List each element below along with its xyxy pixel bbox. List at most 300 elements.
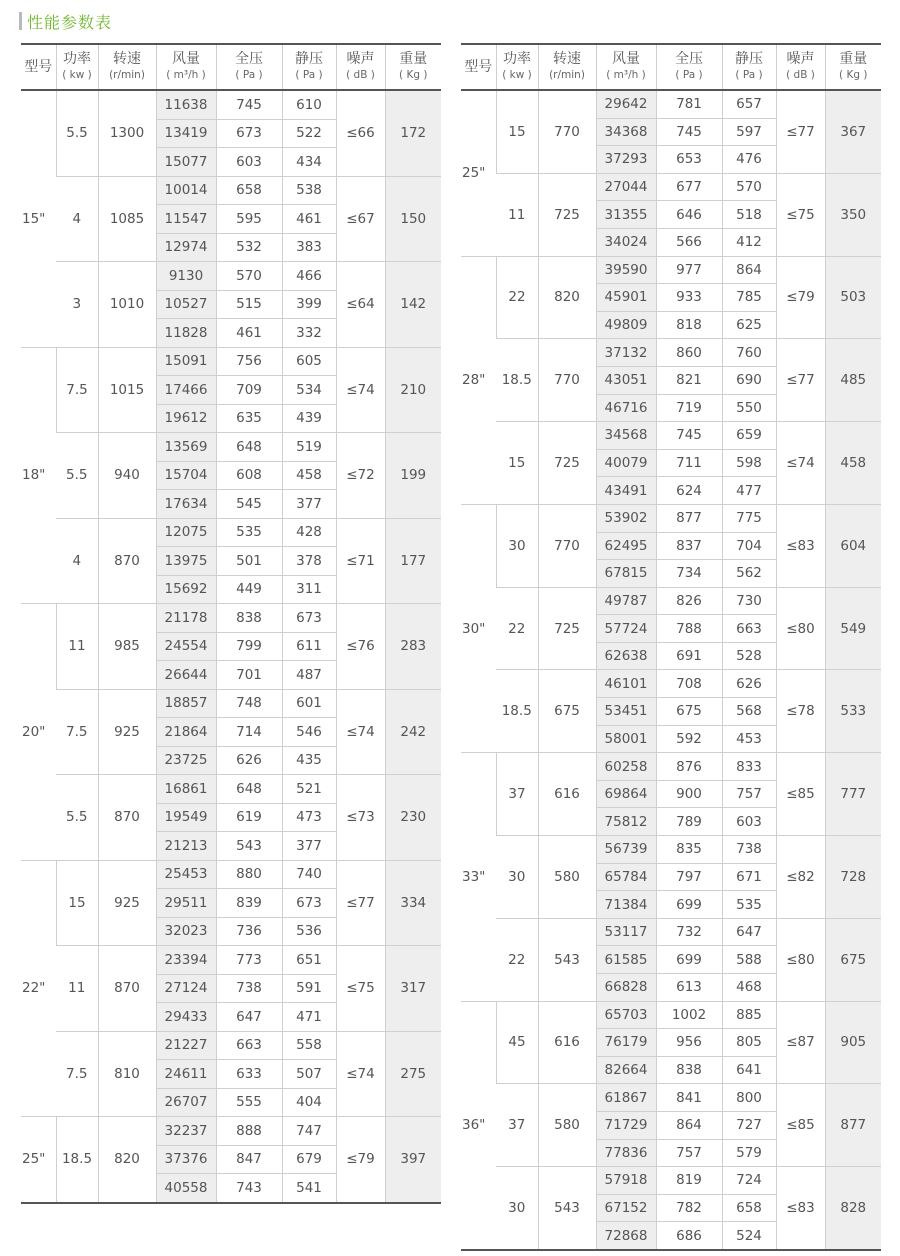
total-pressure-cell: 864 [656, 1111, 722, 1139]
total-pressure-cell: 789 [656, 808, 722, 836]
speed-cell: 940 [98, 433, 156, 519]
speed-cell: 925 [98, 689, 156, 775]
static-pressure-cell: 471 [282, 1003, 336, 1032]
header-speed: 转速 (r/min) [538, 44, 596, 90]
header-total-pressure: 全压 ( Pa ) [656, 44, 722, 90]
model-cell: 15" [21, 90, 56, 347]
airflow-cell: 40558 [156, 1174, 216, 1203]
speed-cell: 770 [538, 90, 596, 173]
total-pressure-cell: 613 [656, 974, 722, 1002]
static-pressure-cell: 562 [722, 560, 776, 588]
airflow-cell: 37132 [596, 339, 656, 367]
airflow-cell: 69864 [596, 780, 656, 808]
speed-cell: 820 [538, 256, 596, 339]
airflow-cell: 15091 [156, 347, 216, 376]
total-pressure-cell: 595 [216, 205, 282, 234]
noise-cell: ≤80 [776, 587, 825, 670]
static-pressure-cell: 641 [722, 1056, 776, 1084]
static-pressure-cell: 658 [722, 1194, 776, 1222]
noise-cell: ≤72 [336, 433, 385, 519]
airflow-cell: 13419 [156, 119, 216, 148]
total-pressure-cell: 788 [656, 615, 722, 643]
speed-cell: 1300 [98, 90, 156, 176]
weight-cell: 317 [385, 946, 441, 1032]
power-cell: 11 [56, 946, 98, 1032]
static-pressure-cell: 541 [282, 1174, 336, 1203]
speed-cell: 543 [538, 1167, 596, 1250]
noise-cell: ≤67 [336, 176, 385, 262]
airflow-cell: 21178 [156, 604, 216, 633]
total-pressure-cell: 748 [216, 689, 282, 718]
static-pressure-cell: 439 [282, 404, 336, 433]
total-pressure-cell: 624 [656, 477, 722, 505]
speed-cell: 675 [538, 670, 596, 753]
static-pressure-cell: 550 [722, 394, 776, 422]
speed-cell: 1010 [98, 262, 156, 348]
speed-cell: 616 [538, 1001, 596, 1084]
header-total-pressure: 全压 ( Pa ) [216, 44, 282, 90]
airflow-cell: 24611 [156, 1060, 216, 1089]
airflow-cell: 67815 [596, 560, 656, 588]
speed-cell: 1015 [98, 347, 156, 433]
airflow-cell: 76179 [596, 1029, 656, 1057]
power-cell: 18.5 [496, 670, 538, 753]
header-power: 功率 ( kw ) [496, 44, 538, 90]
header-airflow: 风量 ( m³/h ) [156, 44, 216, 90]
static-pressure-cell: 690 [722, 366, 776, 394]
total-pressure-cell: 532 [216, 233, 282, 262]
airflow-cell: 29511 [156, 889, 216, 918]
total-pressure-cell: 515 [216, 290, 282, 319]
airflow-cell: 82664 [596, 1056, 656, 1084]
total-pressure-cell: 837 [656, 532, 722, 560]
weight-cell: 458 [825, 422, 881, 505]
table-row [21, 1031, 441, 1060]
table-row [461, 422, 881, 450]
table-row [461, 1084, 881, 1112]
static-pressure-cell: 757 [722, 780, 776, 808]
static-pressure-cell: 673 [282, 889, 336, 918]
airflow-cell: 62495 [596, 532, 656, 560]
power-cell: 37 [496, 753, 538, 836]
static-pressure-cell: 663 [722, 615, 776, 643]
power-cell: 5.5 [56, 775, 98, 861]
model-cell: 33" [461, 753, 496, 1001]
airflow-cell: 19612 [156, 404, 216, 433]
static-pressure-cell: 647 [722, 918, 776, 946]
static-pressure-cell: 885 [722, 1001, 776, 1029]
airflow-cell: 11828 [156, 319, 216, 348]
airflow-cell: 37293 [596, 146, 656, 174]
noise-cell: ≤85 [776, 753, 825, 836]
airflow-cell: 15704 [156, 461, 216, 490]
total-pressure-cell: 860 [656, 339, 722, 367]
left-performance-table-wrapper [21, 43, 441, 1204]
table-row [461, 753, 881, 781]
airflow-cell: 10527 [156, 290, 216, 319]
airflow-cell: 43491 [596, 477, 656, 505]
airflow-cell: 57918 [596, 1167, 656, 1195]
airflow-cell: 65784 [596, 863, 656, 891]
static-pressure-cell: 724 [722, 1167, 776, 1195]
weight-cell: 549 [825, 587, 881, 670]
airflow-cell: 24554 [156, 632, 216, 661]
table-row [461, 504, 881, 532]
weight-cell: 199 [385, 433, 441, 519]
total-pressure-cell: 1002 [656, 1001, 722, 1029]
power-cell: 3 [56, 262, 98, 348]
noise-cell: ≤87 [776, 1001, 825, 1084]
airflow-cell: 43051 [596, 366, 656, 394]
speed-cell: 616 [538, 753, 596, 836]
total-pressure-cell: 619 [216, 803, 282, 832]
airflow-cell: 21213 [156, 832, 216, 861]
airflow-cell: 29433 [156, 1003, 216, 1032]
static-pressure-cell: 738 [722, 836, 776, 864]
total-pressure-cell: 839 [216, 889, 282, 918]
speed-cell: 725 [538, 422, 596, 505]
static-pressure-cell: 435 [282, 746, 336, 775]
static-pressure-cell: 740 [282, 860, 336, 889]
airflow-cell: 71384 [596, 891, 656, 919]
airflow-cell: 25453 [156, 860, 216, 889]
static-pressure-cell: 412 [722, 228, 776, 256]
airflow-cell: 62638 [596, 642, 656, 670]
total-pressure-cell: 773 [216, 946, 282, 975]
static-pressure-cell: 610 [282, 90, 336, 119]
static-pressure-cell: 399 [282, 290, 336, 319]
weight-cell: 142 [385, 262, 441, 348]
power-cell: 4 [56, 518, 98, 604]
total-pressure-cell: 781 [656, 90, 722, 118]
airflow-cell: 40079 [596, 449, 656, 477]
noise-cell: ≤78 [776, 670, 825, 753]
airflow-cell: 17634 [156, 490, 216, 519]
power-cell: 18.5 [496, 339, 538, 422]
airflow-cell: 34368 [596, 118, 656, 146]
table-row [21, 518, 441, 547]
static-pressure-cell: 487 [282, 661, 336, 690]
noise-cell: ≤80 [776, 918, 825, 1001]
table-row [21, 347, 441, 376]
noise-cell: ≤75 [336, 946, 385, 1032]
airflow-cell: 67152 [596, 1194, 656, 1222]
weight-cell: 728 [825, 836, 881, 919]
static-pressure-cell: 461 [282, 205, 336, 234]
header-noise: 噪声 ( dB ) [776, 44, 825, 90]
total-pressure-cell: 673 [216, 119, 282, 148]
total-pressure-cell: 877 [656, 504, 722, 532]
speed-cell: 925 [98, 860, 156, 946]
total-pressure-cell: 977 [656, 256, 722, 284]
header-airflow: 风量 ( m³/h ) [596, 44, 656, 90]
static-pressure-cell: 458 [282, 461, 336, 490]
table-row [461, 587, 881, 615]
total-pressure-cell: 835 [656, 836, 722, 864]
airflow-cell: 66828 [596, 974, 656, 1002]
power-cell: 30 [496, 836, 538, 919]
power-cell: 11 [56, 604, 98, 690]
speed-cell: 810 [98, 1031, 156, 1117]
noise-cell: ≤77 [776, 90, 825, 173]
noise-cell: ≤64 [336, 262, 385, 348]
total-pressure-cell: 743 [216, 1174, 282, 1203]
total-pressure-cell: 555 [216, 1088, 282, 1117]
power-cell: 15 [496, 422, 538, 505]
weight-cell: 485 [825, 339, 881, 422]
weight-cell: 210 [385, 347, 441, 433]
static-pressure-cell: 522 [282, 119, 336, 148]
airflow-cell: 27044 [596, 173, 656, 201]
weight-cell: 777 [825, 753, 881, 836]
weight-cell: 905 [825, 1001, 881, 1084]
model-cell: 20" [21, 604, 56, 861]
airflow-cell: 26707 [156, 1088, 216, 1117]
noise-cell: ≤76 [336, 604, 385, 690]
airflow-cell: 21227 [156, 1031, 216, 1060]
table-row [461, 1001, 881, 1029]
noise-cell: ≤75 [776, 173, 825, 256]
total-pressure-cell: 819 [656, 1167, 722, 1195]
static-pressure-cell: 468 [722, 974, 776, 1002]
static-pressure-cell: 591 [282, 974, 336, 1003]
total-pressure-cell: 677 [656, 173, 722, 201]
total-pressure-cell: 826 [656, 587, 722, 615]
airflow-cell: 34568 [596, 422, 656, 450]
header-model: 型号 [21, 44, 56, 90]
noise-cell: ≤83 [776, 504, 825, 587]
weight-cell: 675 [825, 918, 881, 1001]
airflow-cell: 57724 [596, 615, 656, 643]
table-row [21, 176, 441, 205]
airflow-cell: 18857 [156, 689, 216, 718]
static-pressure-cell: 538 [282, 176, 336, 205]
table-row [21, 775, 441, 804]
noise-cell: ≤79 [776, 256, 825, 339]
noise-cell: ≤77 [336, 860, 385, 946]
total-pressure-cell: 900 [656, 780, 722, 808]
speed-cell: 770 [538, 504, 596, 587]
static-pressure-cell: 521 [282, 775, 336, 804]
speed-cell: 725 [538, 173, 596, 256]
speed-cell: 870 [98, 775, 156, 861]
header-speed: 转速 (r/min) [98, 44, 156, 90]
total-pressure-cell: 841 [656, 1084, 722, 1112]
total-pressure-cell: 738 [216, 974, 282, 1003]
total-pressure-cell: 663 [216, 1031, 282, 1060]
model-cell: 25" [461, 90, 496, 256]
weight-cell: 350 [825, 173, 881, 256]
table-row [21, 604, 441, 633]
weight-cell: 275 [385, 1031, 441, 1117]
weight-cell: 242 [385, 689, 441, 775]
airflow-cell: 15692 [156, 575, 216, 604]
static-pressure-cell: 864 [722, 256, 776, 284]
speed-cell: 543 [538, 918, 596, 1001]
static-pressure-cell: 466 [282, 262, 336, 291]
airflow-cell: 15077 [156, 148, 216, 177]
static-pressure-cell: 679 [282, 1145, 336, 1174]
static-pressure-cell: 558 [282, 1031, 336, 1060]
airflow-cell: 71729 [596, 1111, 656, 1139]
speed-cell: 870 [98, 946, 156, 1032]
static-pressure-cell: 785 [722, 284, 776, 312]
airflow-cell: 34024 [596, 228, 656, 256]
weight-cell: 177 [385, 518, 441, 604]
static-pressure-cell: 311 [282, 575, 336, 604]
total-pressure-cell: 719 [656, 394, 722, 422]
airflow-cell: 12075 [156, 518, 216, 547]
airflow-cell: 49809 [596, 311, 656, 339]
power-cell: 11 [496, 173, 538, 256]
static-pressure-cell: 626 [722, 670, 776, 698]
table-row [21, 946, 441, 975]
static-pressure-cell: 671 [722, 863, 776, 891]
total-pressure-cell: 675 [656, 698, 722, 726]
airflow-cell: 32023 [156, 917, 216, 946]
power-cell: 7.5 [56, 1031, 98, 1117]
table-row [21, 262, 441, 291]
total-pressure-cell: 646 [656, 201, 722, 229]
airflow-cell: 56739 [596, 836, 656, 864]
speed-cell: 870 [98, 518, 156, 604]
airflow-cell: 58001 [596, 725, 656, 753]
airflow-cell: 31355 [596, 201, 656, 229]
airflow-cell: 29642 [596, 90, 656, 118]
noise-cell: ≤74 [336, 1031, 385, 1117]
power-cell: 30 [496, 504, 538, 587]
total-pressure-cell: 653 [656, 146, 722, 174]
header-weight: 重量 ( Kg ) [825, 44, 881, 90]
static-pressure-cell: 659 [722, 422, 776, 450]
total-pressure-cell: 709 [216, 376, 282, 405]
total-pressure-cell: 535 [216, 518, 282, 547]
total-pressure-cell: 888 [216, 1117, 282, 1146]
noise-cell: ≤85 [776, 1084, 825, 1167]
static-pressure-cell: 579 [722, 1139, 776, 1167]
total-pressure-cell: 566 [656, 228, 722, 256]
static-pressure-cell: 704 [722, 532, 776, 560]
table-row [21, 1117, 441, 1146]
airflow-cell: 39590 [596, 256, 656, 284]
static-pressure-cell: 518 [722, 201, 776, 229]
total-pressure-cell: 847 [216, 1145, 282, 1174]
weight-cell: 877 [825, 1084, 881, 1167]
page-title [19, 10, 112, 32]
airflow-cell: 27124 [156, 974, 216, 1003]
power-cell: 22 [496, 587, 538, 670]
total-pressure-cell: 745 [656, 118, 722, 146]
static-pressure-cell: 536 [282, 917, 336, 946]
total-pressure-cell: 633 [216, 1060, 282, 1089]
airflow-cell: 61867 [596, 1084, 656, 1112]
static-pressure-cell: 383 [282, 233, 336, 262]
noise-cell: ≤79 [336, 1117, 385, 1203]
total-pressure-cell: 648 [216, 433, 282, 462]
static-pressure-cell: 428 [282, 518, 336, 547]
static-pressure-cell: 730 [722, 587, 776, 615]
speed-cell: 580 [538, 1084, 596, 1167]
header-model: 型号 [461, 44, 496, 90]
total-pressure-cell: 821 [656, 366, 722, 394]
static-pressure-cell: 800 [722, 1084, 776, 1112]
airflow-cell: 45901 [596, 284, 656, 312]
static-pressure-cell: 657 [722, 90, 776, 118]
total-pressure-cell: 708 [656, 670, 722, 698]
power-cell: 37 [496, 1084, 538, 1167]
airflow-cell: 11638 [156, 90, 216, 119]
power-cell: 5.5 [56, 433, 98, 519]
static-pressure-cell: 605 [282, 347, 336, 376]
airflow-cell: 65703 [596, 1001, 656, 1029]
static-pressure-cell: 611 [282, 632, 336, 661]
airflow-cell: 37376 [156, 1145, 216, 1174]
power-cell: 45 [496, 1001, 538, 1084]
speed-cell: 770 [538, 339, 596, 422]
airflow-cell: 75812 [596, 808, 656, 836]
speed-cell: 580 [538, 836, 596, 919]
airflow-cell: 61585 [596, 946, 656, 974]
weight-cell: 503 [825, 256, 881, 339]
static-pressure-cell: 625 [722, 311, 776, 339]
airflow-cell: 17466 [156, 376, 216, 405]
total-pressure-cell: 757 [656, 1139, 722, 1167]
airflow-cell: 13569 [156, 433, 216, 462]
static-pressure-cell: 377 [282, 832, 336, 861]
weight-cell: 334 [385, 860, 441, 946]
total-pressure-cell: 608 [216, 461, 282, 490]
total-pressure-cell: 603 [216, 148, 282, 177]
power-cell: 18.5 [56, 1117, 98, 1203]
total-pressure-cell: 658 [216, 176, 282, 205]
header-static-pressure: 静压 ( Pa ) [282, 44, 336, 90]
airflow-cell: 10014 [156, 176, 216, 205]
table-row [461, 256, 881, 284]
total-pressure-cell: 461 [216, 319, 282, 348]
weight-cell: 397 [385, 1117, 441, 1203]
table-row [21, 689, 441, 718]
table-header-row [21, 44, 441, 90]
airflow-cell: 77836 [596, 1139, 656, 1167]
power-cell: 22 [496, 256, 538, 339]
noise-cell: ≤74 [336, 347, 385, 433]
total-pressure-cell: 956 [656, 1029, 722, 1057]
airflow-cell: 49787 [596, 587, 656, 615]
static-pressure-cell: 507 [282, 1060, 336, 1089]
right-performance-table-wrapper [461, 43, 881, 1251]
header-noise: 噪声 ( dB ) [336, 44, 385, 90]
static-pressure-cell: 524 [722, 1222, 776, 1250]
table-row [461, 836, 881, 864]
model-cell: 36" [461, 1001, 496, 1250]
right-table-body [461, 90, 881, 1250]
header-static-pressure: 静压 ( Pa ) [722, 44, 776, 90]
total-pressure-cell: 711 [656, 449, 722, 477]
static-pressure-cell: 546 [282, 718, 336, 747]
title-accent-bar [19, 12, 22, 30]
power-cell: 4 [56, 176, 98, 262]
total-pressure-cell: 876 [656, 753, 722, 781]
static-pressure-cell: 747 [282, 1117, 336, 1146]
total-pressure-cell: 734 [656, 560, 722, 588]
airflow-cell: 19549 [156, 803, 216, 832]
total-pressure-cell: 501 [216, 547, 282, 576]
airflow-cell: 9130 [156, 262, 216, 291]
table-row [461, 90, 881, 118]
static-pressure-cell: 760 [722, 339, 776, 367]
table-row [21, 433, 441, 462]
airflow-cell: 23725 [156, 746, 216, 775]
